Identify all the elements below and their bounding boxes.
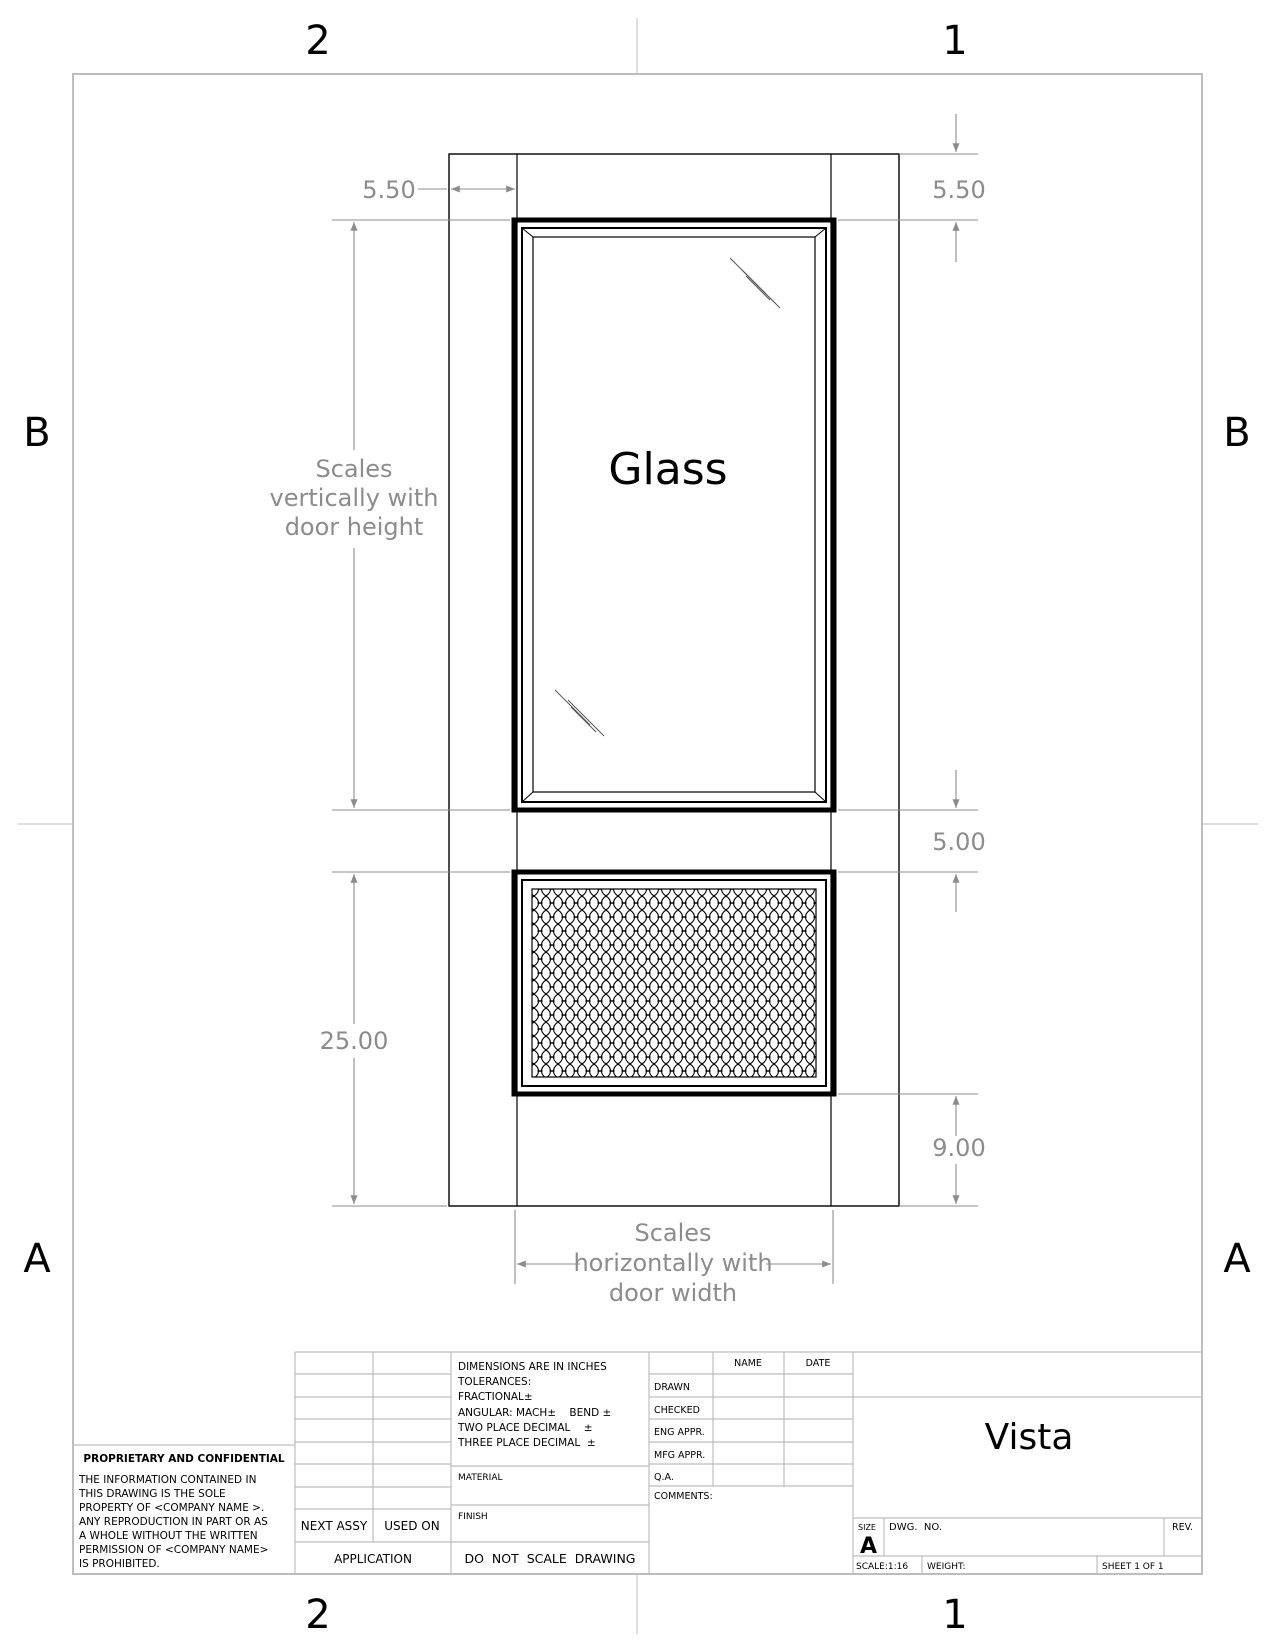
tolerance-line: TOLERANCES: [458,1376,532,1388]
scale-label: SCALE:1:16 [856,1562,909,1572]
glass-frame-corner [522,228,533,237]
dwg-no-label: DWG. NO. [889,1522,942,1533]
rev-label: REV. [1172,1522,1193,1533]
tolerance-line: FRACTIONAL± [458,1391,533,1403]
zone-label-col1-bottom: 1 [942,1592,968,1638]
proprietary-line: IS PROHIBITED. [79,1558,160,1570]
note-vertical-line3: door height [284,513,424,541]
door-elevation [449,154,899,1206]
role-qa: Q.A. [654,1472,674,1483]
role-mfg-appr: MFG APPR. [654,1450,706,1461]
proprietary-title: PROPRIETARY AND CONFIDENTIAL [83,1453,285,1465]
size-value: A [860,1534,878,1559]
glass-frame-corner [815,228,826,237]
proprietary-line: THIS DRAWING IS THE SOLE [79,1488,226,1500]
tolerance-line: ANGULAR: MACH± BEND ± [458,1407,612,1419]
glass-frame-mid [522,228,826,802]
glass-frame-outer [514,220,834,810]
dim-mid-rail: 5.00 [932,828,986,856]
proprietary-line: A WHOLE WITHOUT THE WRITTEN [79,1530,258,1542]
do-not-scale-label: DO NOT SCALE DRAWING [464,1551,636,1566]
material-label: MATERIAL [458,1473,503,1483]
used-on-label: USED ON [384,1519,440,1533]
proprietary-line: ANY REPRODUCTION IN PART OR AS [79,1516,268,1528]
sheet-border [73,74,1202,1574]
sheet-label: SHEET 1 OF 1 [1102,1562,1164,1572]
dimensions [332,114,978,1284]
dim-bottom-panel: 25.00 [319,1027,389,1055]
glass-frame-inner [533,237,815,792]
note-vertical-line1: Scales [315,455,393,483]
note-horizontal-line1: Scales [634,1219,712,1247]
zone-label-rowB-left: B [23,410,51,456]
proprietary-line: THE INFORMATION CONTAINED IN [79,1474,257,1486]
proprietary-line: PROPERTY OF <COMPANY NAME >. [79,1502,265,1514]
dim-bottom-rail: 9.00 [932,1134,986,1162]
size-label: SIZE [858,1523,876,1532]
zone-label-rowB-right: B [1223,410,1251,456]
drawing-title: Vista [984,1417,1074,1458]
zone-label-col2-top: 2 [305,18,331,64]
role-drawn: DRAWN [654,1382,691,1393]
application-label: APPLICATION [334,1552,412,1566]
zone-label-rowA-left: A [23,1236,51,1282]
zone-label-col2-bottom: 2 [305,1592,331,1638]
glass-label: Glass [608,444,728,495]
comments-label: COMMENTS: [654,1491,713,1502]
zone-label-col1-top: 1 [942,18,968,64]
tolerance-line: TWO PLACE DECIMAL ± [458,1422,593,1434]
dim-top-rail: 5.50 [932,176,986,204]
dim-stile-width: 5.50 [362,176,416,204]
role-eng-appr: ENG APPR. [654,1427,705,1438]
tolerance-line: DIMENSIONS ARE IN INCHES [458,1361,607,1373]
name-header: NAME [734,1358,762,1369]
next-assy-label: NEXT ASSY [300,1519,368,1533]
glass-glare-bottom [555,690,604,736]
proprietary-line: PERMISSION OF <COMPANY NAME> [79,1544,269,1556]
glass-frame-corner [522,792,533,802]
tolerance-line: THREE PLACE DECIMAL ± [458,1437,596,1449]
zone-label-rowA-right: A [1223,1236,1251,1282]
glass-glare-top [730,258,780,308]
role-checked: CHECKED [654,1405,700,1416]
lattice-infill [532,889,816,1077]
note-horizontal-line2: horizontally with [573,1249,773,1277]
note-horizontal-line3: door width [608,1279,738,1307]
glass-frame-corner [815,792,826,802]
date-header: DATE [805,1358,831,1369]
finish-label: FINISH [458,1512,488,1522]
weight-label: WEIGHT: [927,1562,966,1572]
note-vertical-line2: vertically with [269,484,439,512]
